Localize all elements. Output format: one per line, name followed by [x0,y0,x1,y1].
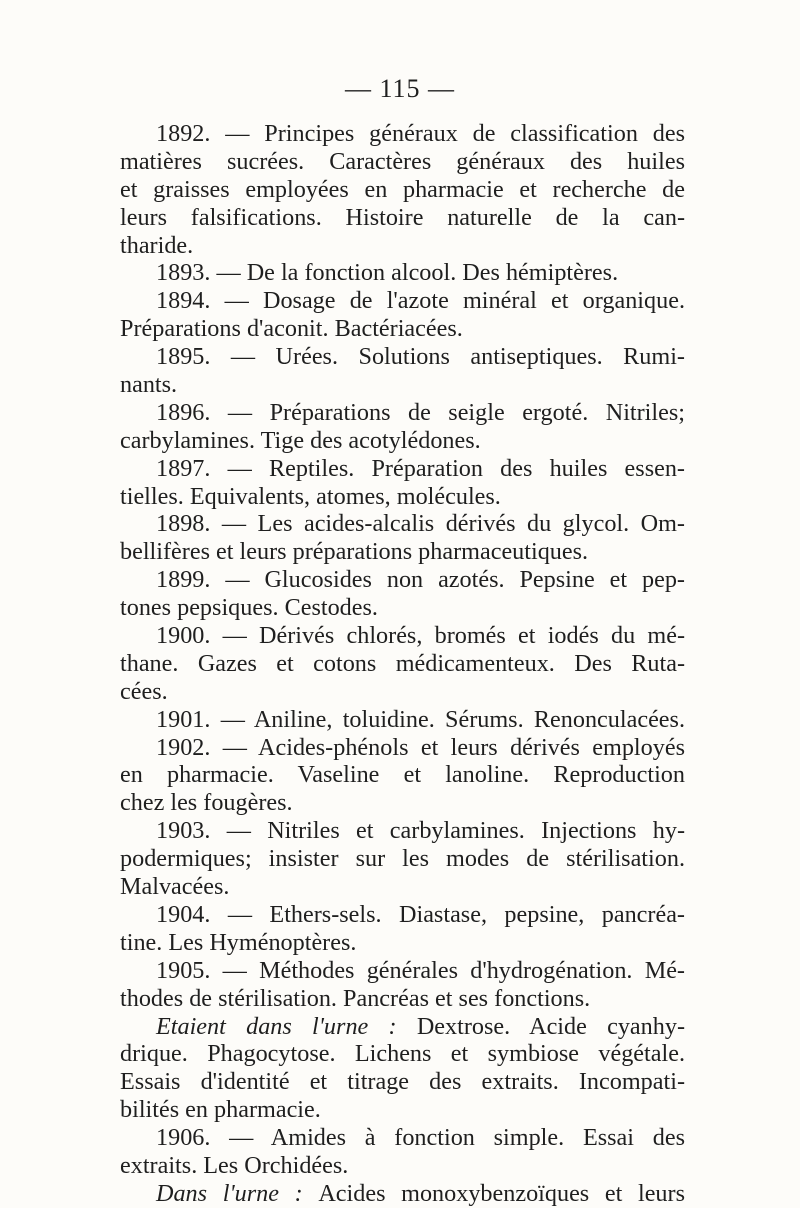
line-text: carbylamines. Tige des acotylédones. [120,426,481,454]
text-line [120,761,685,789]
text-line [120,734,685,762]
line-text: nants. [120,371,178,399]
line-text: drique. Phagocytose. Lichens et symbiose végétale. [120,1040,685,1068]
text-line [120,650,685,678]
text-line [120,259,685,287]
text-line [120,845,685,873]
line-text: Essais d'identité et titrage des extraits. Incompati- [120,1068,685,1096]
line-text: 1893. — De la fonction alcool. Des hémiptères. [156,259,619,287]
line-text: 1896. — Préparations de seigle ergoté. Nitriles; [156,398,685,426]
text-line [120,204,685,232]
text-line [120,1013,685,1041]
line-text: 1905. — Méthodes générales d'hydrogénation. Mé- [156,956,685,984]
line-text: 1900. — Dérivés chlorés, bromés et iodés du mé- [156,622,685,650]
text-line [120,483,685,511]
line-text: 1892. — Principes généraux de classification des [156,120,685,147]
text-line [120,343,685,371]
line-text: tielles. Equivalents, atomes, molécules. [120,482,501,510]
line-text: 1903. — Nitriles et carbylamines. Injections hy- [156,817,685,845]
line-text: tine. Les Hyménoptères. [120,928,357,956]
page-number: — 115 — [344,74,456,103]
text-line [120,622,685,650]
line-text: et graisses employées en pharmacie et recherche de [120,175,685,203]
text-line [120,371,685,399]
text-line [120,232,685,260]
line-text: tharide. [120,231,194,259]
text-line [120,399,685,427]
line-text: bellifères et leurs préparations pharmaceutiques. [120,538,589,566]
line-text: matières sucrées. Caractères généraux des huiles [120,147,685,175]
text-line [120,120,685,148]
italic-run: Etaient dans l'urne : [156,1012,417,1040]
text-line [120,1068,685,1096]
line-text: Acides monoxybenzoïques et leurs [318,1179,685,1207]
text-line [120,1124,685,1152]
line-text: thane. Gazes et cotons médicamenteux. Des Ruta- [120,649,685,677]
line-text: podermiques; insister sur les modes de stérilisation. [120,845,685,873]
text-line [120,817,685,845]
text-line [120,538,685,566]
line-text: chez les fougères. [120,789,293,817]
text-line [120,148,685,176]
text-line [120,427,685,455]
line-text: 1906. — Amides à fonction simple. Essai des [156,1124,685,1152]
text-line [120,176,685,204]
text-line [120,287,685,315]
text-line [120,315,685,343]
text-line [120,1152,685,1180]
line-text: 1899. — Glucosides non azotés. Pepsine et pep- [156,566,685,594]
line-text: 1895. — Urées. Solutions antiseptiques. Rumi- [156,343,685,371]
text-line [120,455,685,483]
line-text: en pharmacie. Vaseline et lanoline. Reproduction [120,761,685,789]
line-text: Préparations d'aconit. Bactériacées. [120,315,463,343]
italic-run: Dans l'urne : [156,1179,319,1207]
text-line [120,566,685,594]
line-text: extraits. Les Orchidées. [120,1151,349,1179]
text-line [120,901,685,929]
text-line [120,985,685,1013]
line-text: 1904. — Ethers-sels. Diastase, pepsine, pancréa- [156,900,685,928]
text-line [120,706,685,734]
text-line [120,929,685,957]
line-text: 1897. — Reptiles. Préparation des huiles essen- [156,454,685,482]
line-text: thodes de stérilisation. Pancréas et ses fonctions. [120,984,591,1012]
line-text: Malvacées. [120,873,230,901]
text-line [120,873,685,901]
line-text: Dextrose. Acide cyanhy- [416,1012,685,1040]
text-line [120,678,685,706]
line-text: cées. [120,677,168,705]
text-line [120,1096,685,1124]
text-line [120,789,685,817]
line-text: leurs falsifications. Histoire naturelle de la can- [120,203,685,231]
text-line [120,1040,685,1068]
line-text: 1894. — Dosage de l'azote minéral et organique. [156,287,685,315]
line-text: 1902. — Acides-phénols et leurs dérivés employés [156,733,685,761]
line-text: 1901. — Aniline, toluidine. Sérums. Renonculacées. [156,705,685,733]
text-body [120,120,685,1208]
text-line [120,957,685,985]
text-line [120,594,685,622]
line-text: tones pepsiques. Cestodes. [120,594,378,622]
text-line [120,510,685,538]
line-text: bilités en pharmacie. [120,1096,321,1124]
line-text: 1898. — Les acides-alcalis dérivés du glycol. Om- [156,510,685,538]
